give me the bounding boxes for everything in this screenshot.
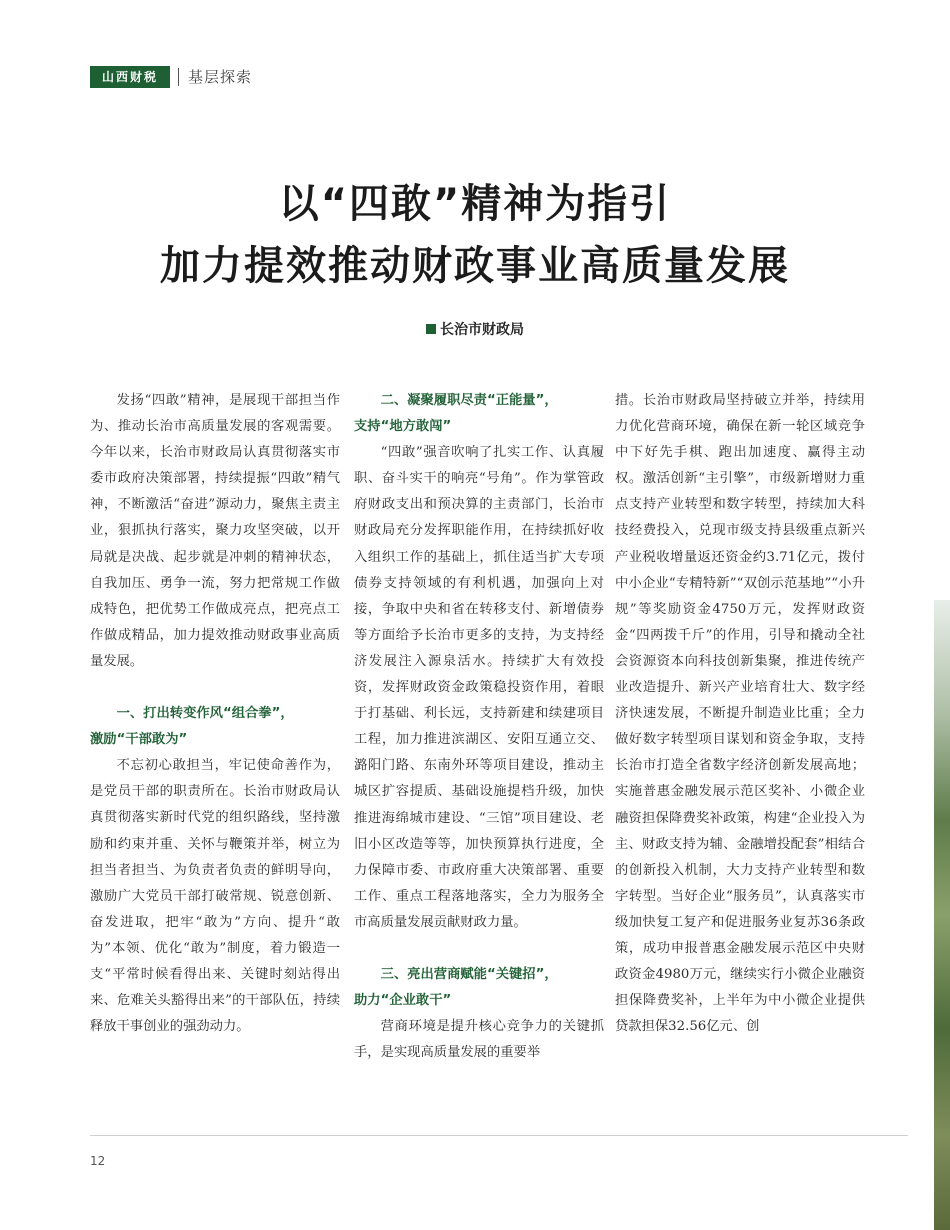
article-column-2 [354,388,604,1066]
article-column-1 [90,388,340,1040]
section-3-heading-line-1: 三、亮出营商赋能“关键招”， [380,966,558,982]
author-name: 长治市财政局 [440,322,524,338]
section-label: 基层探索 [188,68,253,86]
section-1-heading-line-1: 一、打出转变作风“组合拳”， [116,706,294,722]
section-2-heading [354,388,604,440]
author-byline [0,319,950,339]
section-2-heading-line-1: 二、凝聚履职尽责“正能量”， [380,393,558,408]
section-2-paragraph: “四敢”强音吹响了扎实工作、认真履职、奋斗实干的响亮“号角”。作为掌管政府财政支出和预决算的主责部门，长治市财政局充分发挥职能作用，在持续抓好收入组织工作的基础上，抓住适当扩大专项债券支持领域的有利机遇，加强向上对接，争取中央和省在转移支付、新增债券等方面给予长治市更多的支持，为支持经济发展注入源泉活水。持续扩大有效投资，发挥财政资金政策稳投资作用，着眼于打基础、利长远，支持新建和续建项目工程，加力推进滨湖区、安阳互通立交、潞阳门路、东南外环等项目建设，推动主城区扩容提质、基础设施提档升级，加快推进海绵城市建设、“三馆”项目建设、老旧小区改造等等，加快预算执行进度，全力保障市委、市政府重大决策部署、重要工作、重点工程落地落实，全力为服务全市高质量发展贡献财政力量。 [354,445,604,930]
intro-paragraph: 发扬“四敢”精神，是展现干部担当作为、推动长治市高质量发展的客观需要。今年以来，长治市财政局认真贯彻落实市委市政府决策部署，持续提振“四敢”精气神，不断激活“奋进”源动力，聚焦主责主业，狠抓执行落实，聚力攻坚突破，以开局就是决战、起步就是冲刺的精神状态，自我加压、勇争一流，努力把常规工作做成特色，把优势工作做成亮点，把亮点工作做成精品，加力提效推动财政事业高质量发展。 [90,393,340,669]
edge-photo-strip [934,600,950,1230]
section-1-paragraph: 不忘初心敢担当，牢记使命善作为，是党员干部的职责所在。长治市财政局认真贯彻落实新时代党的组织路线，坚持激励和约束并重、关怀与鞭策并举，树立为担当者担当、为负责者负责的鲜明导向，激励广大党员干部打破常规、锐意创新、奋发进取，把牢“敢为”方向、提升“敢为”本领、优化“敢为”制度，着力锻造一支“平常时候看得出来、关键时刻站得出来、危难关头豁得出来”的干部队伍，持续释放干事创业的强劲动力。 [90,758,340,1035]
square-bullet-icon [426,324,436,334]
header-divider [178,68,179,86]
article-column-3 [615,388,865,1040]
footer-divider [90,1135,908,1136]
section-3-heading-line-2: 助力“企业敢干” [354,993,452,1009]
section-3-heading [354,962,604,1014]
section-2-heading-line-2: 支持“地方敢闯” [354,419,452,435]
brand-badge: 山西财税 [90,66,170,88]
section-3-paragraph-continued: 措。长治市财政局坚持破立并举，持续用力优化营商环境，确保在新一轮区域竞争中下好先手棋、跑出加速度、赢得主动权。激活创新“主引擎”，市级新增财力重点支持产业转型和数字转型，持续加大科技经费投入，兑现市级支持县级重点新兴产业税收增量返还资金约3.71亿元，拨付中小企业“专精特新”“双创示范基地”“小升规”等奖励资金4750万元，发挥财政资金“四两拨千斤”的作用，引导和撬动全社会资源资本向科技创新集聚，推进传统产业改造提升、新兴产业培育壮大、数字经济快速发展，不断提升制造业比重；全力做好数字转型项目谋划和资金争取，支持长治市打造全省数字经济创新发展高地；实施普惠金融发展示范区奖补、小微企业融资担保降费奖补政策，构建“企业投入为主、财政支持为辅、金融增投配套”相结合的创新投入机制，大力支持产业转型和数字转型。当好企业“服务员”，认真落实市级加快复工复产和促进服务业复苏36条政策，成功申报普惠金融发展示范区中央财政资金4980万元，继续实行小微企业融资担保降费奖补，上半年为中小微企业提供贷款担保32.56亿元、创 [615,393,865,1035]
page-number: 12 [90,1154,106,1168]
section-1-heading [90,701,340,753]
title-line-1: 以“四敢”精神为指引 [278,181,672,227]
title-line-2: 加力提效推动财政事业高质量发展 [160,243,790,289]
section-1-heading-line-2: 激励“干部敢为” [90,732,188,748]
section-3-paragraph: 营商环境是提升核心竞争力的关键抓手，是实现高质量发展的重要举 [354,1019,604,1061]
